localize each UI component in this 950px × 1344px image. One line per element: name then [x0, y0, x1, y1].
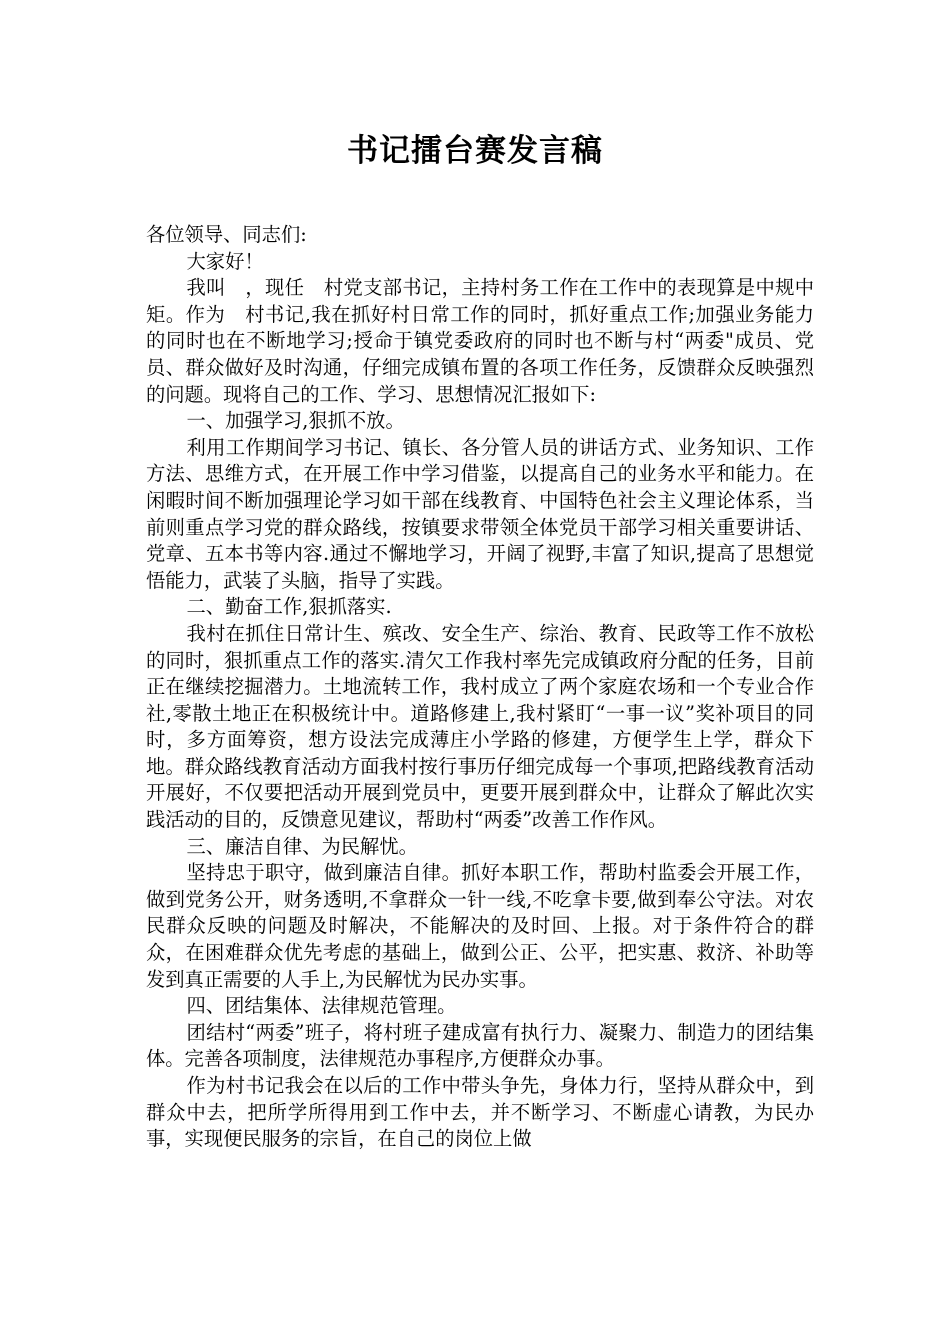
section-paragraph-4: 团结村“两委”班子，将村班子建成富有执行力、凝聚力、制造力的团结集体。完善各项制度，法律规范办事程序,方便群众办事。: [146, 1020, 814, 1071]
section-heading-3: 三、廉洁自律、为民解忧。: [186, 834, 418, 858]
greeting: 大家好！: [186, 249, 264, 273]
section-heading-1: 一、加强学习,狠抓不放。: [186, 409, 405, 433]
section-paragraph-1: 利用工作期间学习书记、镇长、各分管人员的讲话方式、业务知识、工作方法、思维方式，在开展工作中学习借鉴，以提高自己的业务水平和能力。在闲暇时间不断加强理论学习如干部在线教育、中国特色社会主义理论体系，当前则重点学习党的群众路线，按镇要求带领全体党员干部学习相关重要讲话、党章、五本书等内容.通过不懈地学习，开阔了视野,丰富了知识,提高了思想觉悟能力，武装了头脑，指导了实践。: [146, 435, 814, 592]
salutation: 各位领导、同志们:: [146, 223, 307, 246]
intro-paragraph: 我叫 ，现任 村党支部书记，主持村务工作在工作中的表现算是中规中矩。作为 村书记,我在抓好村日常工作的同时，抓好重点工作;加强业务能力的同时也在不断地学习;授命于镇党委政府的同时也不断与村“两委"成员、党员、群众做好及时沟通，仔细完成镇布置的各项工作任务，反馈群众反映强烈的问题。现将自己的工作、学习、思想情况汇报如下:: [146, 276, 814, 406]
closing-paragraph: 作为村书记我会在以后的工作中带头争先，身体力行，坚持从群众中，到群众中去，把所学所得用到工作中去，并不断学习、不断虚心请教，为民办事，实现便民服务的宗旨，在自己的岗位上做: [146, 1074, 814, 1151]
section-paragraph-3: 坚持忠于职守，做到廉洁自律。抓好本职工作，帮助村监委会开展工作，做到党务公开，财务透明,不拿群众一针一线,不吃拿卡要,做到奉公守法。对农民群众反映的问题及时解决，不能解决的及时回、上报。对于条件符合的群众，在困难群众优先考虑的基础上，做到公正、公平，把实惠、救济、补助等发到真正需要的人手上,为民解忧为民办实事。: [146, 861, 814, 991]
document-body: [146, 222, 814, 1153]
section-heading-4: 四、团结集体、法律规范管理。: [186, 994, 457, 1018]
section-heading-2: 二、勤奋工作,狠抓落实.: [186, 595, 392, 619]
document-title: 书记擂台赛发言稿: [347, 133, 603, 169]
section-paragraph-2: 我村在抓住日常计生、殡改、安全生产、综治、教育、民政等工作不放松的同时，狠抓重点工作的落实.清欠工作我村率先完成镇政府分配的任务，目前正在继续挖掘潜力。土地流转工作，我村成立了两个家庭农场和一个专业合作社,零散土地正在积极统计中。道路修建上,我村紧盯“一事一议”奖补项目的同时，多方面筹资，想方设法完成薄庄小学路的修建，方便学生上学，群众下地。群众路线教育活动方面我村按行事历仔细完成每一个事项,把路线教育活动开展好，不仅要把活动开展到党员中，更要开展到群众中，让群众了解此次实践活动的目的，反馈意见建议，帮助村“两委”改善工作作风。: [146, 621, 814, 832]
